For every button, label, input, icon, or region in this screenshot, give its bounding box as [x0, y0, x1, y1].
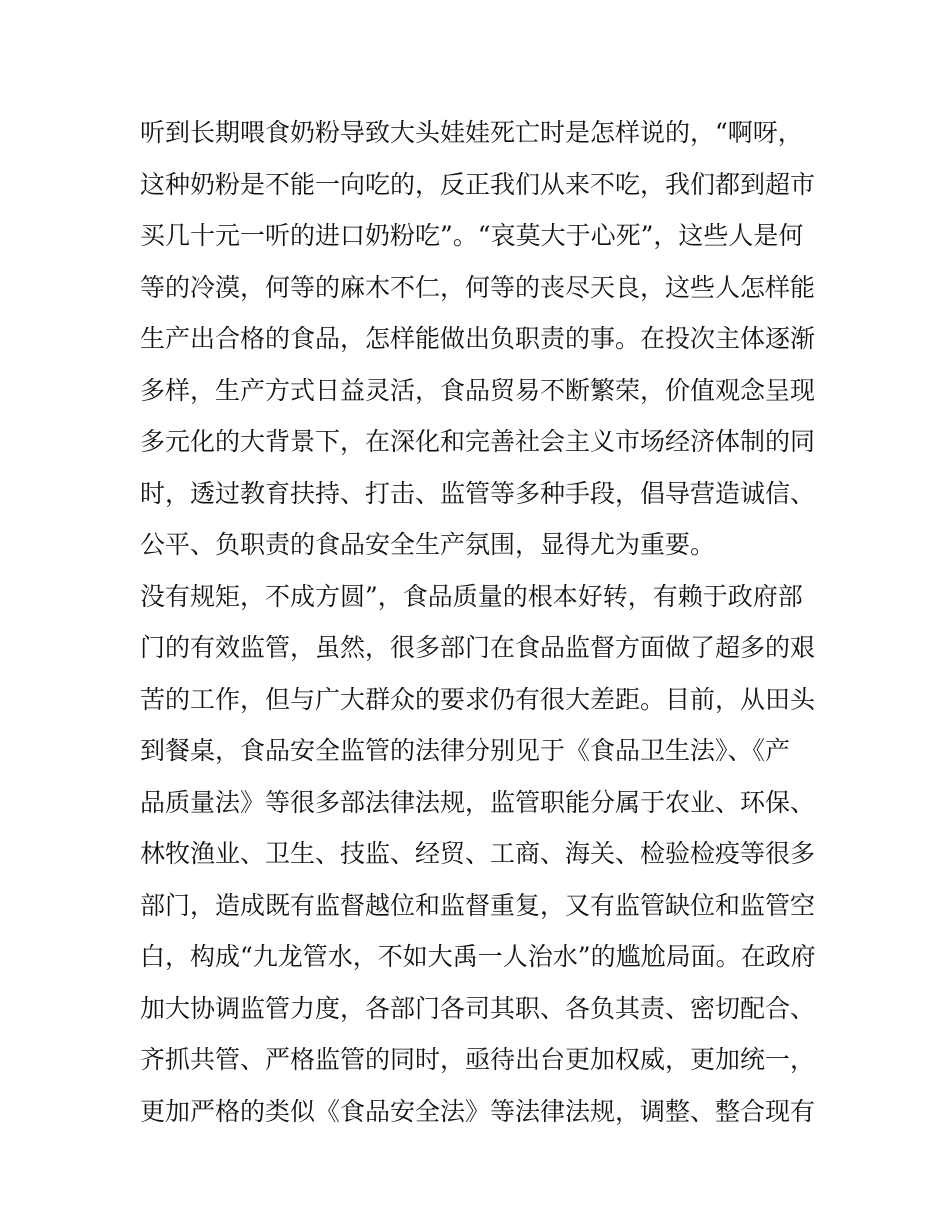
text-line: 齐抓共管、严格监管的同时，亟待出台更加权威，更加统一，	[140, 1045, 816, 1074]
text-line: 这种奶粉是不能一向吃的，反正我们从来不吃，我们都到超市	[140, 169, 816, 199]
text-line: 白，构成“九龙管水，不如大禹一人治水”的尴尬局面。在政府	[140, 942, 816, 971]
text-line: 到餐桌，食品安全监管的法律分别见于《食品卫生法》、《产	[140, 736, 791, 765]
text-line: 公平、负职责的食品安全生产氛围，显得尤为重要。	[140, 530, 716, 559]
text-line: 听到长期喂食奶粉导致大头娃娃死亡时是怎样说的，“啊呀，	[140, 118, 803, 147]
text-line: 部门，造成既有监督越位和监督重复，又有监管缺位和监管空	[140, 890, 816, 920]
text-line: 买几十元一听的进口奶粉吃”。“哀莫大于心死”，这些人是何	[140, 221, 804, 250]
text-line: 生产出合格的食品，怎样能做出负职责的事。在投次主体逐渐	[140, 324, 816, 353]
body-text	[140, 107, 820, 1137]
text-line: 没有规矩，不成方圆”，食品质量的根本好转，有赖于政府部	[140, 581, 803, 611]
text-line: 品质量法》等很多部法律法规，监管职能分属于农业、环保、	[140, 787, 816, 817]
text-line: 多元化的大背景下，在深化和完善社会主义市场经济体制的同	[140, 427, 816, 456]
text-line: 加大协调监管力度，各部门各司其职、各负其责、密切配合、	[140, 993, 816, 1023]
text-line: 门的有效监管，虽然，很多部门在食品监督方面做了超多的艰	[140, 633, 816, 662]
text-line: 林牧渔业、卫生、技监、经贸、工商、海关、检验检疫等很多	[140, 839, 816, 868]
text-line: 更加严格的类似《食品安全法》等法律法规，调整、整合现有	[140, 1096, 816, 1126]
text-line: 多样，生产方式日益灵活，食品贸易不断繁荣，价值观念呈现	[140, 375, 816, 405]
text-line: 等的冷漠，何等的麻木不仁，何等的丧尽天良，这些人怎样能	[140, 272, 816, 302]
text-line: 时，透过教育扶持、打击、监管等多种手段，倡导营造诚信、	[140, 478, 816, 508]
text-line: 苦的工作，但与广大群众的要求仍有很大差距。目前，从田头	[140, 684, 816, 714]
